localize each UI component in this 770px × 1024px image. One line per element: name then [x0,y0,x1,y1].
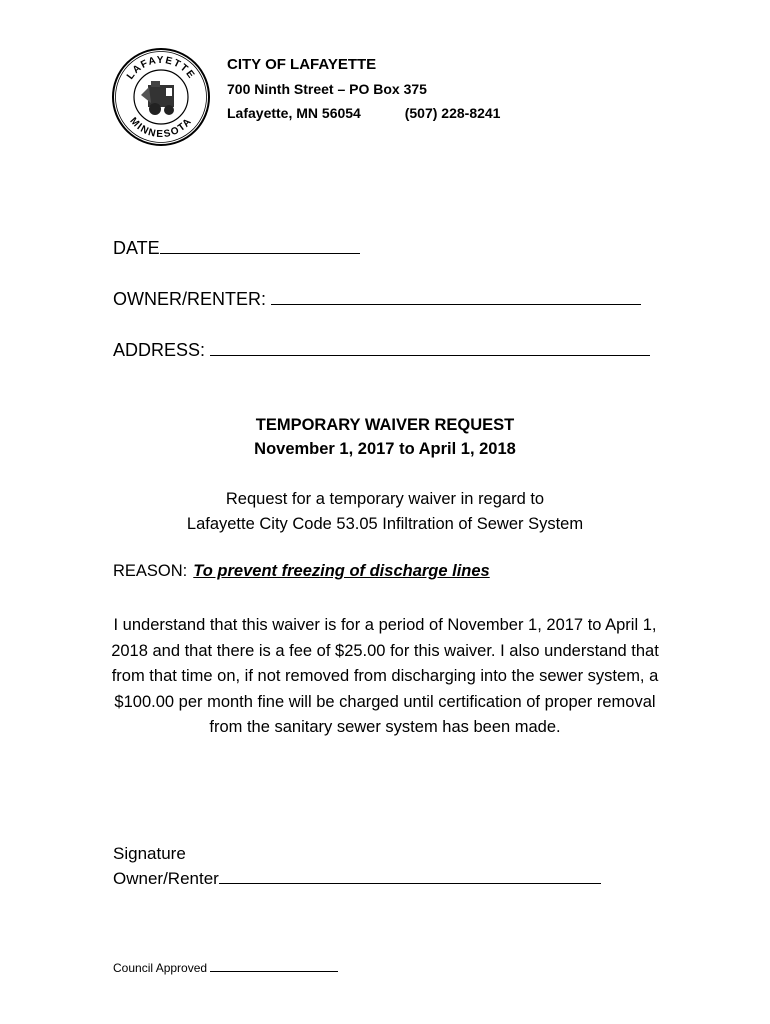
owner-label: OWNER/RENTER: [113,289,266,309]
signature-blank [219,866,601,884]
date-field [113,235,360,259]
date-label: DATE [113,238,160,258]
city-seal [111,47,211,147]
council-approval [113,960,338,975]
phone-number: (507) 228-8241 [404,105,501,121]
seal-text-bottom: MINNESOTA [127,115,195,141]
letterhead [227,53,500,125]
street-address: 700 Ninth Street – PO Box 375 [227,81,427,97]
reason-value: To prevent freezing of discharge lines [193,562,490,580]
signature-label: Signature [113,844,186,863]
owner-renter-label: Owner/Renter [113,869,219,888]
reason-label: REASON: [113,562,188,580]
request-line-2: Lafayette City Code 53.05 Infiltration of Sewer System [186,515,584,533]
date-blank [160,235,360,254]
locality: Lafayette, MN 56054 [227,105,361,121]
document-title [80,413,690,461]
waiver-statement: I understand that this waiver is for a period of November 1, 2017 to April 1, 2018 and that there is a fee of $25.00 for this waiver. I also understand that from that time on, if not removed from discharging into the sewer system, a $100.00 per month fine will be charged until certification of proper removal from the sanitary sewer system has been made. [111,616,659,736]
title-line-2: November 1, 2017 to April 1, 2018 [254,440,516,458]
title-line-1: TEMPORARY WAIVER REQUEST [255,416,515,434]
owner-blank [271,286,641,305]
request-text [80,487,690,537]
seal-text-top: LAFAYETTE [124,54,198,82]
address-blank [210,337,650,356]
request-line-1: Request for a temporary waiver in regard to [225,490,545,508]
owner-field [113,286,641,310]
address-field [113,337,650,361]
city-name: CITY OF LAFAYETTE [227,56,377,73]
council-label: Council Approved [113,961,208,975]
seal-emblem [141,81,174,115]
signature-block [113,841,601,891]
reason-row [113,562,490,581]
council-blank [210,960,338,972]
address-label: ADDRESS: [113,340,206,360]
